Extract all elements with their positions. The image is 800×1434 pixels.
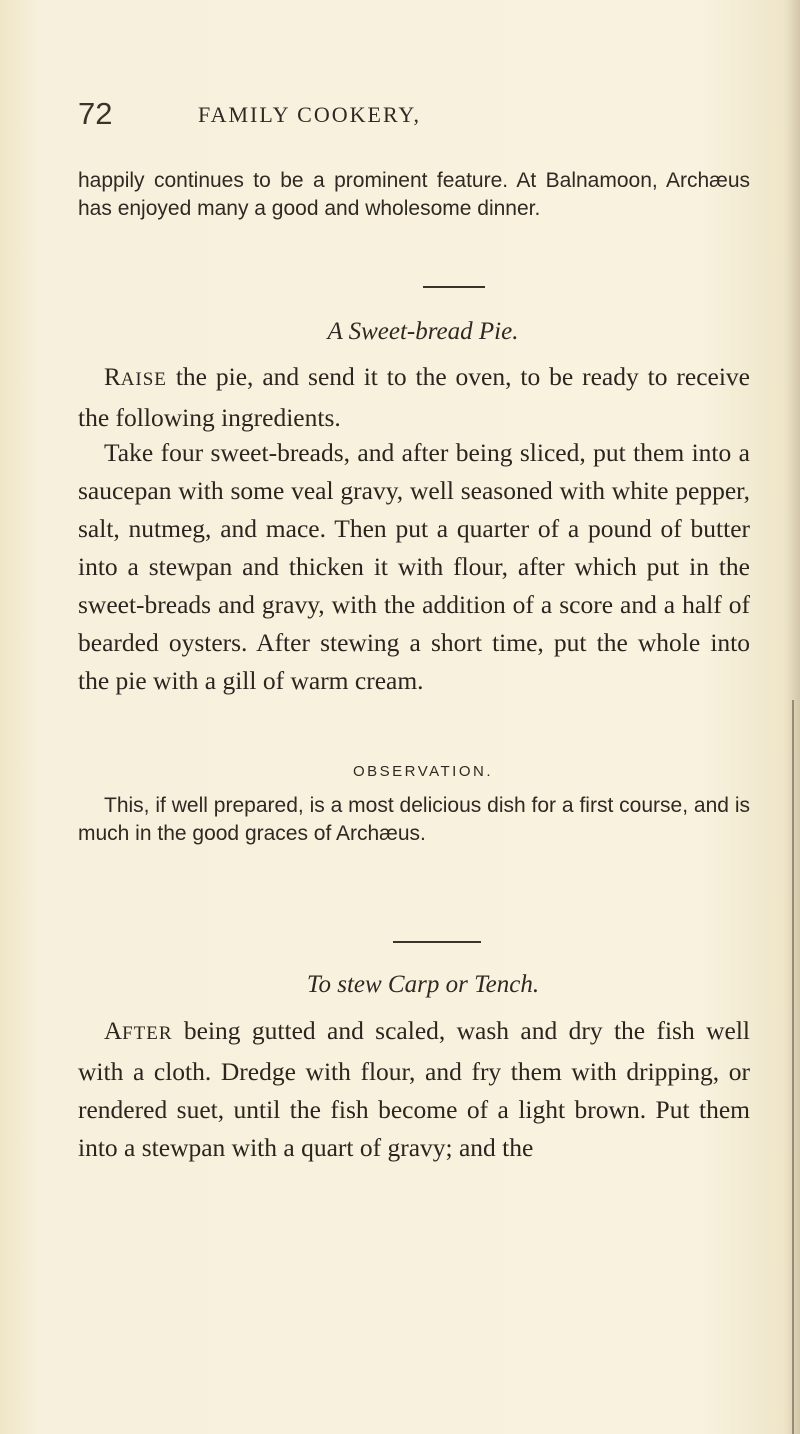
intro-paragraph: happily continues to be a prominent feature. At Balnamoon, Archæus has enjoyed many a good and wholesome dinner. [78,169,750,220]
recipe1-drop-initial: R [104,364,121,391]
recipe2-paragraph-1 [78,1012,750,1167]
observation-label: OBSERVATION. [352,763,494,780]
page-number: 72 [78,96,113,131]
page-edge-line [792,700,794,1434]
section-divider-1 [423,286,485,288]
recipe2-smallcaps: FTER [122,1023,173,1044]
observation-text: This, if well prepared, is a most delicious dish for a first course, and is much in the good graces of Archæus. [78,794,750,845]
recipe1-paragraph-1-text: the pie, and send it to the oven, to be ready to receive the following ingredients. [78,362,750,432]
recipe2-paragraph-1-text: being gutted and scaled, wash and dry the fish well with a cloth. Dredge with flour, and fry them with dripping, or rendered suet, until the fish become of a light brown. Put them into a stewpan with a quart of gravy; and the [78,1016,750,1162]
section-divider-2 [393,941,481,943]
page-header [78,96,768,146]
recipe2-title: To stew Carp or Tench. [306,971,540,998]
running-title: FAMILY COOKERY, [198,102,421,127]
recipe1-smallcaps: AISE [120,369,167,390]
recipe1-paragraph-1 [78,358,750,437]
recipe2-drop-initial: A [104,1018,123,1045]
recipe1-title: A Sweet-bread Pie. [327,318,519,345]
recipe1-paragraph-2: Take four sweet-breads, and after being sliced, put them into a saucepan with some veal gravy, well seasoned with white pepper, salt, nutmeg, and mace. Then put a quarter of a pound of butter into a stewpan and thicken it with flour, after which put in the sweet-breads and gravy, with the addition of a score and a half of bearded oysters. After stewing a short time, put the whole into the pie with a gill of warm cream. [78,438,750,695]
